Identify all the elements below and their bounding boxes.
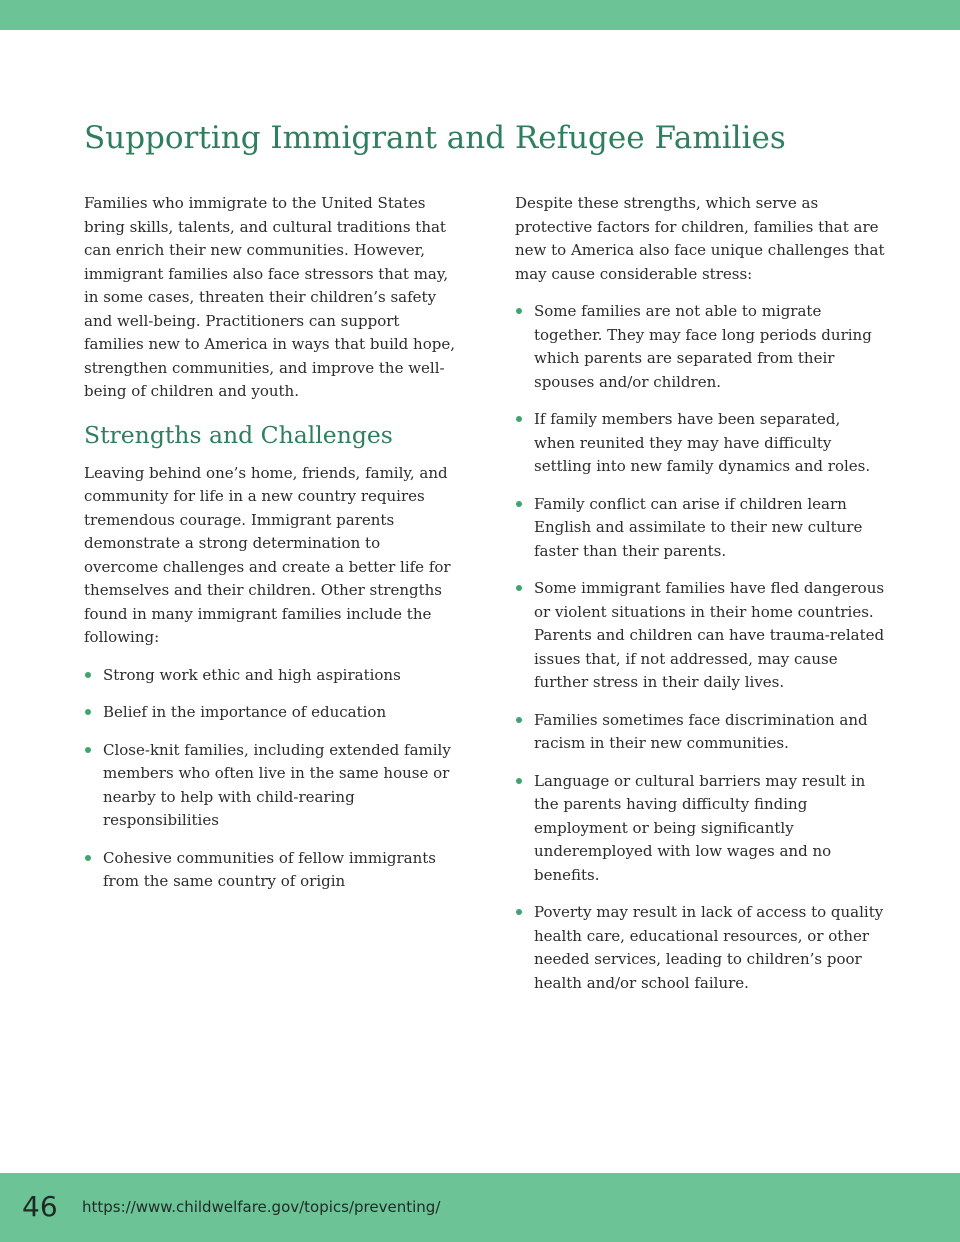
bullet-dot-icon [85,709,91,715]
list-item [515,901,885,995]
page-title: Supporting Immigrant and Refugee Families [84,120,786,156]
list-item [84,701,456,725]
bullet-dot-icon [516,416,522,422]
section-heading-strengths: Strengths and Challenges [84,420,393,449]
list-item [515,577,885,695]
list-item-text: Family conflict can arise if children learn English and assimilate to their new culture faster than their parents. [534,494,863,560]
list-item [515,770,885,888]
list-item [84,847,456,894]
bullet-dot-icon [516,909,522,915]
strengths-list [84,664,456,894]
bullet-dot-icon [85,855,91,861]
bullet-dot-icon [516,308,522,314]
list-item-text: Families sometimes face discrimination and racism in their new communities. [534,710,868,752]
footer-url-link[interactable]: https://www.childwelfare.gov/topics/preventing/ [82,1198,441,1216]
list-item [515,300,885,394]
strengths-intro-paragraph: Leaving behind one’s home, friends, family, and community for life in a new country requires tremendous courage. Immigrant parents demonstrate a strong determination to overcome challenges and create a better life for themselves and their children. Other strengths found in many immigrant families include the following: [84,463,451,646]
bullet-dot-icon [516,585,522,591]
list-item-text: Strong work ethic and high aspirations [103,665,401,684]
list-item-text: Belief in the importance of education [103,703,387,721]
bullet-dot-icon [516,501,522,507]
page-number: 46 [22,1190,58,1223]
top-color-band [0,0,960,30]
list-item-text: If family members have been separated, when reunited they may have difficulty settling into new family dynamics and roles. [534,410,871,475]
list-item [515,709,885,756]
challenges-intro-paragraph: Despite these strengths, which serve as protective factors for children, families that are new to America also face unique challenges that may cause considerable stress: [515,194,885,283]
list-item-text: Cohesive communities of fellow immigrants from the same country of origin [103,848,436,890]
list-item-text: Language or cultural barriers may result in the parents having difficulty finding employment or being significantly underemployed with low wages and no benefits. [534,771,866,884]
list-item [84,664,456,688]
right-column [515,192,885,1009]
list-item-text: Poverty may result in lack of access to quality health care, educational resources, or other needed services, leading to children’s poor health and/or school failure. [534,903,884,992]
bullet-dot-icon [85,672,91,678]
list-item [515,493,885,564]
left-column [84,192,456,908]
list-item-text: Some families are not able to migrate together. They may face long periods during which parents are separated from their spouses and/or children. [534,302,872,391]
list-item-text: Some immigrant families have fled dangerous or violent situations in their home countries. Parents and children can have trauma-related issues that, if not addressed, may cause further stress in their daily lives. [534,579,885,691]
bullet-dot-icon [516,778,522,784]
challenges-list [515,300,885,995]
bullet-dot-icon [516,717,522,723]
intro-paragraph: Families who immigrate to the United States bring skills, talents, and cultural traditions that can enrich their new communities. However, immigrant families also face stressors that may, in some cases, threaten their children’s safety and well-being. Practitioners can support families new to America in ways that build hope, strengthen communities, and improve the well-being of children and youth. [84,194,455,400]
list-item [515,408,885,479]
list-item [84,739,456,833]
bullet-dot-icon [85,747,91,753]
list-item-text: Close-knit families, including extended family members who often live in the same house or nearby to help with child-rearing responsibilities [103,740,451,829]
